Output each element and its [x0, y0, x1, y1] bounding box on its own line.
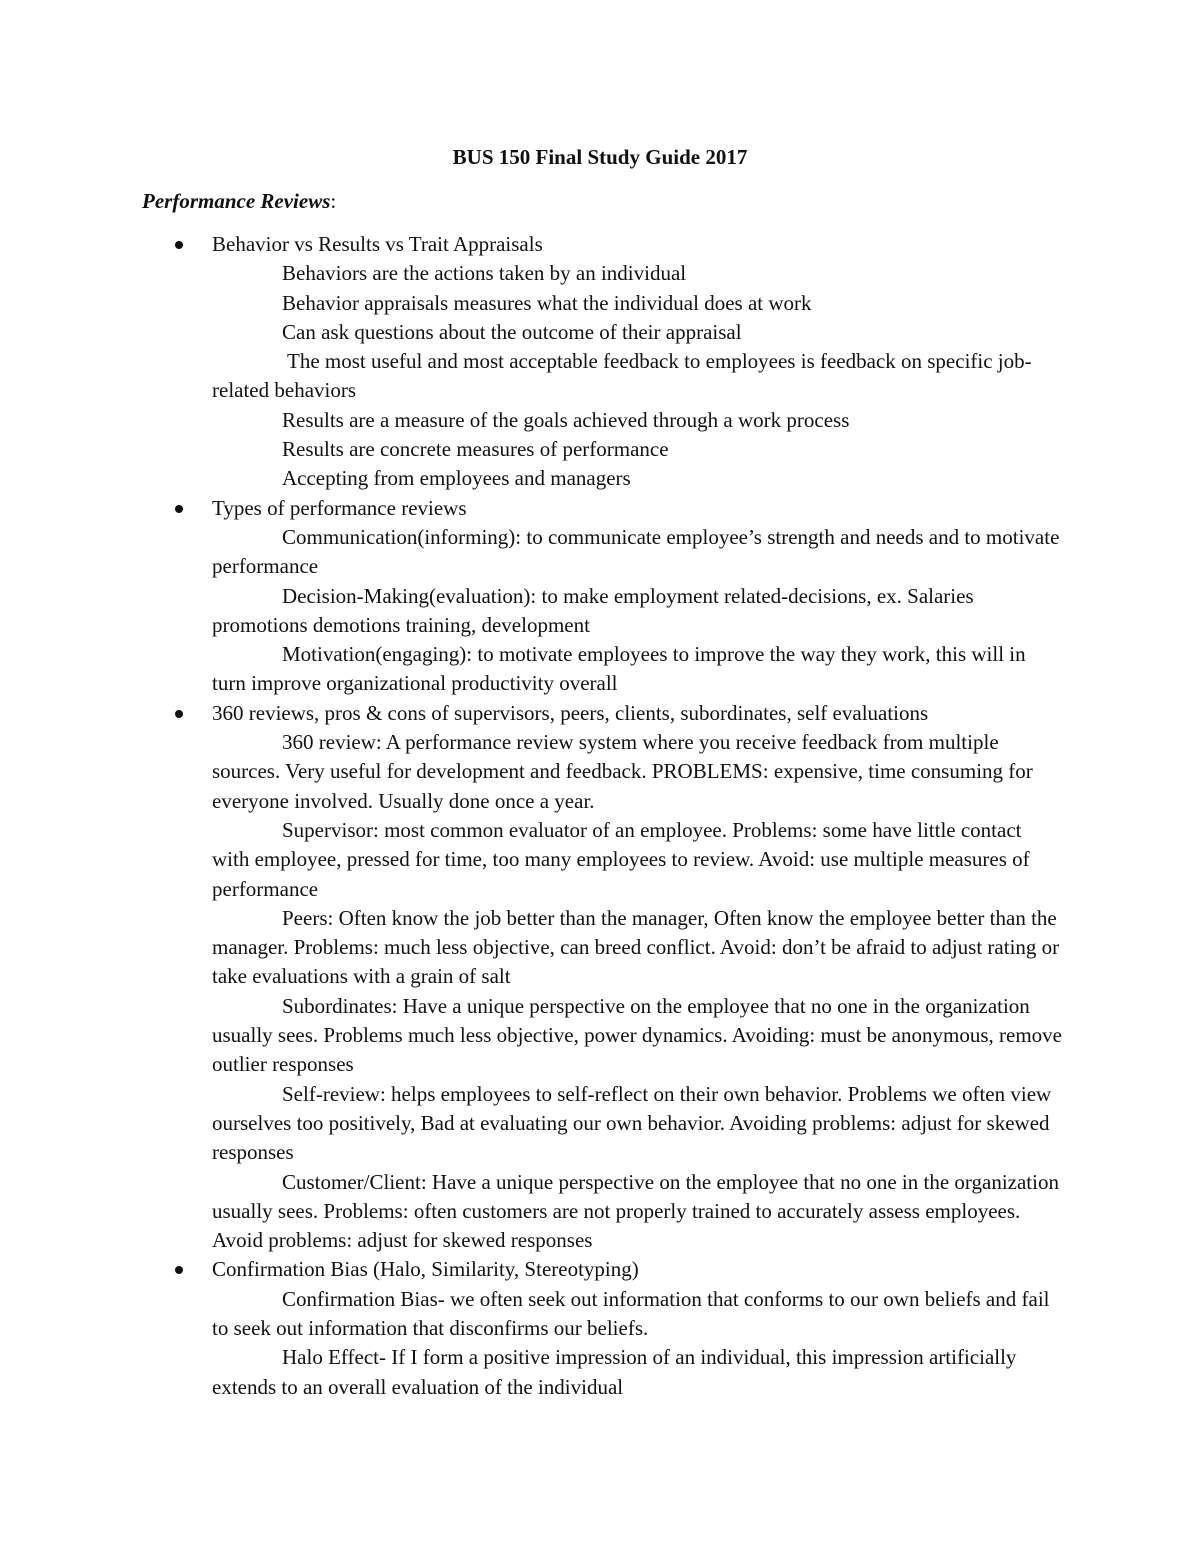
section-heading-colon: : — [330, 189, 337, 213]
sub-paragraph: Supervisor: most common evaluator of an employee. Problems: some have little contact with employee, pressed for time, too many employees to review. Avoid: use multiple measures of performance — [212, 817, 1030, 901]
sub-paragraph: Motivation(engaging): to motivate employees to improve the way they work, this will in turn improve organizational productivity overall — [212, 642, 1026, 696]
bullet-row — [0, 1255, 1062, 1284]
sub-paragraph: Behavior appraisals measures what the individual does at work — [282, 290, 812, 315]
sub-paragraph: Results are a measure of the goals achieved through a work process — [282, 407, 850, 432]
sub-paragraph: Halo Effect- If I form a positive impression of an individual, this impression artificially extends to an overall evaluation of the individual — [212, 1345, 1017, 1399]
sub-paragraph: Decision-Making(evaluation): to make employment related-decisions, ex. Salaries promotions demotions training, development — [212, 583, 974, 637]
bullet-label: Confirmation Bias (Halo, Similarity, Stereotyping) — [212, 1257, 639, 1282]
sub-paragraph: Can ask questions about the outcome of their appraisal — [282, 319, 742, 344]
sub-paragraph: Subordinates: Have a unique perspective on the employee that no one in the organization usually sees. Problems much less objective, power dynamics. Avoiding: must be anonymous, remove outlier responses — [212, 993, 1062, 1077]
bullet-label: Behavior vs Results vs Trait Appraisals — [212, 232, 543, 256]
sub-paragraph: Self-review: helps employees to self-reflect on their own behavior. Problems we often view ourselves too positively, Bad at evaluating our own behavior. Avoiding problems: adjust for skewed responses — [212, 1081, 1052, 1165]
sub-paragraph: Results are concrete measures of performance — [282, 437, 669, 462]
sub-paragraph: Customer/Client: Have a unique perspective on the employee that no one in the organization usually sees. Problems: often customers are not properly trained to accurately assess employees. Avoid problems: adjust for skewed responses — [212, 1169, 1059, 1253]
bullet-row — [0, 230, 1062, 259]
sub-paragraph: 360 review: A performance review system where you receive feedback from multiple sources. Very useful for development and feedback. PROBLEMS: expensive, time consuming for everyone involved. Usually done once a year. — [212, 730, 1033, 813]
section-content — [0, 230, 1200, 1402]
sub-paragraph: Peers: Often know the job better than the manager, Often know the employee better than the manager. Problems: much less objective, can breed conflict. Avoid: don’t be afraid to adjust rating or take evaluations with a grain of salt — [212, 905, 1060, 989]
section-heading — [142, 186, 336, 216]
bullet-label: 360 reviews, pros & cons of supervisors, peers, clients, subordinates, self evaluations — [212, 700, 929, 725]
sub-paragraph: The most useful and most acceptable feedback to employees is feedback on specific job-related behaviors — [212, 349, 1032, 403]
bullet-dot-icon — [175, 710, 183, 718]
section-heading-text: Performance Reviews — [142, 189, 331, 213]
bullet-dot-icon — [175, 241, 183, 249]
sub-paragraph: Confirmation Bias- we often seek out information that conforms to our own beliefs and fail to seek out information that disconfirms our beliefs. — [212, 1286, 1050, 1340]
bullet-item — [0, 230, 1200, 494]
bullet-dot-icon — [175, 1266, 183, 1274]
document-title: BUS 150 Final Study Guide 2017 — [452, 145, 748, 169]
sub-paragraph: Communication(informing): to communicate employee’s strength and needs and to motivate performance — [212, 524, 1060, 579]
sub-paragraph: Behaviors are the actions taken by an individual — [282, 261, 687, 286]
bullet-dot-icon — [175, 505, 183, 513]
bullet-row — [0, 494, 1062, 523]
bullet-item — [0, 1255, 1200, 1401]
bullet-item — [0, 494, 1200, 699]
bullet-item — [0, 699, 1200, 1256]
sub-paragraph: Accepting from employees and managers — [282, 466, 631, 491]
bullet-label: Types of performance reviews — [212, 495, 467, 520]
bullet-row — [0, 699, 1062, 728]
